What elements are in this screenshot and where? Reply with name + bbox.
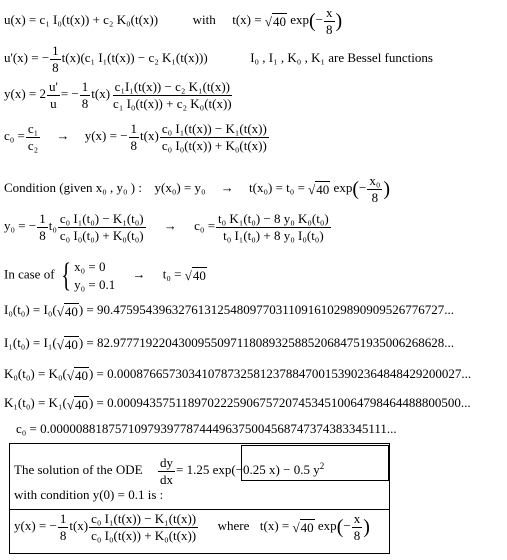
K1-label: K₁(t₀) = K₁( xyxy=(4,395,67,410)
uprime-left: u'(x) = − xyxy=(4,50,50,66)
in-case-line xyxy=(4,258,207,293)
solution-condition-line xyxy=(14,488,163,501)
y0-line xyxy=(4,212,332,242)
one-eighth-5: $\frac{1}{8}$ xyxy=(59,511,67,543)
one-eighth-2: $\frac{1}{8}$ xyxy=(81,79,89,111)
sqrt-40-4: √40 xyxy=(292,519,314,535)
K1-value: ) = 0.00094357511897022259067572074534510064798464488800500... xyxy=(88,395,471,410)
tx-2: t(x) xyxy=(140,128,159,144)
sqrt-40-I1: √40 xyxy=(56,336,78,352)
tx: t(x) xyxy=(91,86,111,102)
arrow-3: → xyxy=(163,218,177,234)
c0-left: c₀ = xyxy=(4,128,25,144)
solution-fraction: $\frac{\text{c₀ I₁(t(x)) − K₁(t(x))}}{\text{c₀ I₀(t(x)) + K₀(t(x))}}$ xyxy=(91,511,197,543)
bessel-note: I₀ , I₁ , K₀ , K₁ are Bessel functions xyxy=(250,50,433,66)
c0-definition-line xyxy=(4,122,270,152)
arrow-1: → xyxy=(56,128,70,144)
c0-fraction: $\frac{\text{t₀ K₁(t₀) − 8 y₀ K₀(t₀)}}{\text{t₀ I₁(t₀) + 8 y₀ I₀(t₀)}}$ xyxy=(218,211,329,243)
arrow-2: → xyxy=(220,180,234,196)
K1-value-line xyxy=(4,396,471,411)
case-conditions: x₀ = 0 y₀ = 0.1 xyxy=(74,259,116,292)
K0-value-line xyxy=(4,367,471,382)
one-eighth-4: $\frac{1}{8}$ xyxy=(39,211,46,243)
y-mid: y(x) = − xyxy=(84,128,128,144)
I0-value: ) = 90.475954396327613125480977031109161029890909526776727... xyxy=(78,302,455,317)
one-eighth: $\frac{1}{8}$ xyxy=(52,43,59,75)
I1-value: ) = 82.977719220430095509711808932588520684751935006268628... xyxy=(78,335,455,350)
K0-label: K₀(t₀) = K₀( xyxy=(4,366,67,381)
squared: 2 xyxy=(319,461,325,472)
t-definition-left: t(x) = xyxy=(232,12,262,28)
y-def-left: y(x) = 2 xyxy=(4,86,46,102)
sqrt-40-2: √40 xyxy=(308,181,330,197)
exp-label: exp xyxy=(290,12,309,28)
u-definition: u(x) = c₁ I₀(t(x)) + c₂ K₀(t(x)) xyxy=(4,12,159,28)
I1-label: I₁(t₀) = I₁( xyxy=(4,335,57,350)
solution-title: The solution of the ODE xyxy=(14,462,143,478)
dy-dx: $\frac{dy}{dx}$ xyxy=(160,455,174,487)
tx-3: t(x) xyxy=(69,518,89,534)
condition-y: y(x₀) = y₀ xyxy=(154,180,206,196)
formula-box xyxy=(9,509,390,554)
y0-left: y₀ = − xyxy=(4,218,37,234)
uprime-line xyxy=(4,44,433,74)
condition-line: Condition (given x₀ , y₀ ) : y(x₀) = y₀ → t(x₀) = t₀ = √40 exp(− $\frac{\text{x₀}}{8}$ ) xyxy=(4,173,391,205)
sqrt-40-K0: √40 xyxy=(66,367,88,383)
exp-label-3: exp xyxy=(317,518,337,534)
where-label: where xyxy=(217,518,250,534)
x-over-8-2: $\frac{x}{8}$ xyxy=(353,511,361,543)
condition-label: Condition (given x₀ , y₀ ) : xyxy=(4,180,142,196)
with-label: with xyxy=(192,12,216,28)
exp-label-2: exp xyxy=(333,180,353,196)
c0-value-line xyxy=(16,422,397,435)
left-brace: { xyxy=(61,256,71,294)
I1-value-line xyxy=(4,336,454,351)
sqrt-40-3: √40 xyxy=(184,268,206,284)
t0: t₀ xyxy=(48,218,57,234)
condition-t: t(x₀) = t₀ = xyxy=(249,180,305,196)
y-eq-minus: = − xyxy=(60,86,79,102)
arrow-4: → xyxy=(132,266,146,282)
uprime-over-u: $\frac{u'}{u}$ xyxy=(49,79,58,111)
x-over-8: $\frac{x}{8}$ xyxy=(326,5,333,37)
sqrt-40: √40 xyxy=(264,13,286,29)
y-definition-line xyxy=(4,80,235,110)
sqrt-40-I0: √40 xyxy=(56,303,78,319)
solution-formula-line: y(x) = − $\frac{1}{8}$ t(x) $\frac{\text{c₀ I₁(t(x)) − K₁(t(x))}}{\text{c₀ I₀(t(x)) + K₀(t(x))}}$ where t(x) = √40 exp(− $\frac{x}{8}$ ) xyxy=(14,511,370,543)
I0-value-line xyxy=(4,303,454,318)
case-t0: t₀ = xyxy=(162,266,182,282)
K0-value: ) = 0.00087665730341078732581237884700153902364848429200027... xyxy=(88,366,472,381)
c1-over-c2: $\frac{\text{c₁}}{\text{c₂}}$ xyxy=(27,121,39,153)
y0-fraction: $\frac{\text{c₀ I₁(t₀) − K₁(t₀)}}{\text{c₀ I₀(t₀) + K₀(t₀)}}$ xyxy=(59,211,144,243)
solution-rhs: = 1.25 exp(−0.25 x) − 0.5 y xyxy=(176,462,320,478)
solution-t: t(x) = xyxy=(259,518,290,534)
solution-y: y(x) = − xyxy=(14,518,57,534)
solution-condition: with condition y(0) = 0.1 is : xyxy=(14,487,164,502)
c0-eq: c₀ = xyxy=(194,218,216,234)
c0-value: c₀ = 0.0000088187571097939778744496375004568747374383345111... xyxy=(16,421,397,436)
y-fraction-2: $\frac{\text{c₀ I₁(t(x)) − K₁(t(x))}}{\text{c₀ I₀(t(x)) + K₀(t(x))}}$ xyxy=(161,121,267,153)
ode-box xyxy=(241,445,389,481)
y-fraction-1: $\frac{\text{c₁I₁(t(x)) − c₂ K₁(t(x))}}{\text{c₁ I₀(t(x)) + c₂ K₀(t(x))}}$ xyxy=(113,79,232,111)
uprime-right: t(x)(c₁ I₁(t(x)) − c₂ K₁(t(x))) xyxy=(61,50,208,66)
x0-over-8: $\frac{\text{x₀}}{8}$ xyxy=(369,173,381,205)
one-eighth-3: $\frac{1}{8}$ xyxy=(130,121,138,153)
u-definition-line: u(x) = c₁ I₀(t(x)) + c₂ K₀(t(x)) with t(x) = √40 exp(− $\frac{x}{8}$ ) xyxy=(4,5,343,37)
in-case-label: In case of xyxy=(4,266,55,282)
sqrt-40-K1: √40 xyxy=(66,396,88,412)
I0-label: I₀(t₀) = I₀( xyxy=(4,302,57,317)
